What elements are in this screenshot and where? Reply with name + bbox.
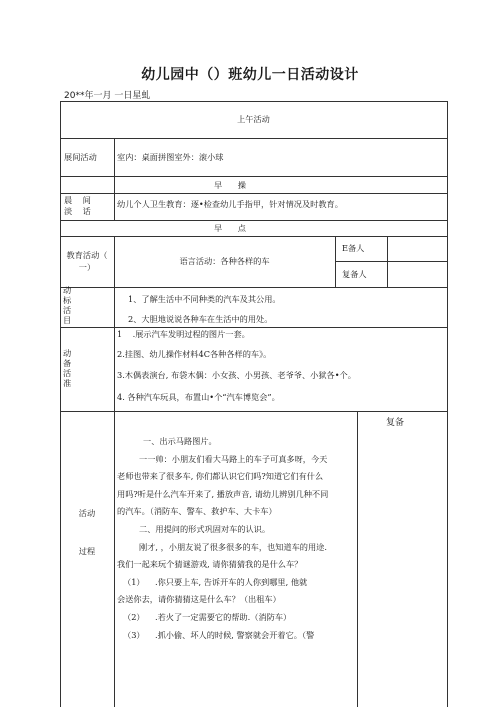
table-left-border: [60, 101, 61, 707]
table-top-border: [60, 101, 447, 102]
open-activity-value: 室内：桌面拼图室外：滚小球: [117, 152, 224, 162]
prep-label-char: 活: [63, 368, 72, 378]
prep-label-char: 备: [63, 358, 72, 368]
education-activity-label: 一）: [78, 262, 96, 272]
col-divider: [357, 411, 358, 707]
process-label: 活动: [78, 508, 96, 518]
col-divider: [335, 236, 336, 287]
prep-item: 3.木偶表演台, 布袋木偶：小女孩、小男孩、老爷爷、小狱各•个。: [117, 370, 356, 380]
goals-label: [63, 285, 71, 325]
row-divider: [60, 193, 447, 194]
process-line: （1） .你只要上车, 告诉开车的人你到哪里, 他就: [123, 576, 308, 587]
date-line: 20**年一月 一日星虬: [64, 91, 151, 101]
table-right-border: [447, 101, 448, 707]
goal-item: 2、大胆地说说各种车在生活中的用处。: [128, 314, 273, 324]
process-body: [117, 433, 328, 644]
morning-activity-header: 上午活动: [237, 114, 270, 124]
prep-label-char: 动: [63, 348, 72, 358]
prepared-by-label: E备人: [342, 243, 365, 253]
process-label: 过程: [78, 546, 96, 556]
process-line: 会送你去，请你猜猜这是什么车？（出租车）: [117, 594, 281, 605]
process-line: 用吗?听是什么汽车开来了, 播放声音, 请幼儿辨别几种不同: [117, 488, 329, 499]
col-divider: [114, 287, 115, 411]
prep-label: [63, 348, 71, 388]
prep-item: 4. 各种汽车玩具，布置山•个“汽车博览会”。: [117, 392, 280, 402]
prep-label-char: 准: [63, 378, 72, 388]
goal-item: 1、了解生活中不同种类的汽车及其公用。: [128, 294, 281, 304]
row-divider: [60, 327, 447, 328]
morning-exercise-label: 早 操: [214, 180, 246, 190]
goals-label-char: 动: [63, 285, 72, 295]
process-line: 一、出示马路图片。: [143, 436, 217, 446]
process-line: 老师也带来了很多车, 你们都认识它们吗?知道它们有什么: [117, 471, 324, 482]
goals-label-char: 活: [63, 305, 72, 315]
goals-label-char: 目: [63, 315, 72, 325]
col-divider: [387, 236, 388, 287]
process-line: 一一帅：小朋友们看大马路上的车子可真多呀，今天: [139, 453, 328, 464]
process-line: （3） .抓小偷、坏人的时候, 警察就会开着它。（警: [123, 629, 315, 640]
page-title: 幼儿园中（）班幼儿一日活动设计: [141, 67, 359, 83]
process-line: 刚才, ，小朋友说了很多很多的车，也知道车的用途.: [139, 541, 327, 552]
review-column-header: 复备: [386, 418, 405, 428]
process-line: （2） .若火了一定需要它的帮助.（消防车）: [123, 611, 292, 622]
open-activity-label: 展间活动: [64, 152, 97, 162]
row-divider: [60, 220, 447, 221]
process-line: 二、用提问的形式巩固对车的认识。: [139, 523, 271, 534]
morning-snack-label: 早 点: [214, 223, 246, 233]
row-divider: [60, 411, 447, 412]
col-divider: [114, 193, 115, 220]
education-activity-value: 语言活动：各种各样的车: [179, 256, 270, 266]
col-divider: [114, 411, 115, 707]
prep-item: 1 .展示汽车发明过程的图片一套。: [117, 329, 250, 339]
morning-talk-value: 幼儿个人卫生教育：逐•检查幼儿手指甲，针对情况及时教育。: [117, 199, 343, 209]
reviewed-by-label: 复备人: [342, 269, 367, 279]
row-divider: [60, 287, 447, 288]
morning-talk-label: 晨 间: [64, 195, 91, 205]
process-line: 的汽车。（消防车、警车、救护车、大卡车）: [117, 506, 277, 517]
process-line: 我们一起来玩个猜谜游戏, 请你猜猜我的是什么车？: [117, 559, 303, 570]
row-divider: [335, 261, 447, 262]
row-divider: [60, 138, 447, 139]
goals-label-char: 标: [63, 295, 72, 305]
education-activity-label: 教育活动（: [66, 250, 108, 260]
row-divider: [60, 176, 447, 177]
morning-talk-label: 淡 话: [64, 206, 91, 216]
row-divider: [60, 236, 447, 237]
prep-item: 2.挂图、幼儿操作材料4C各种各样的车》。: [117, 349, 272, 359]
